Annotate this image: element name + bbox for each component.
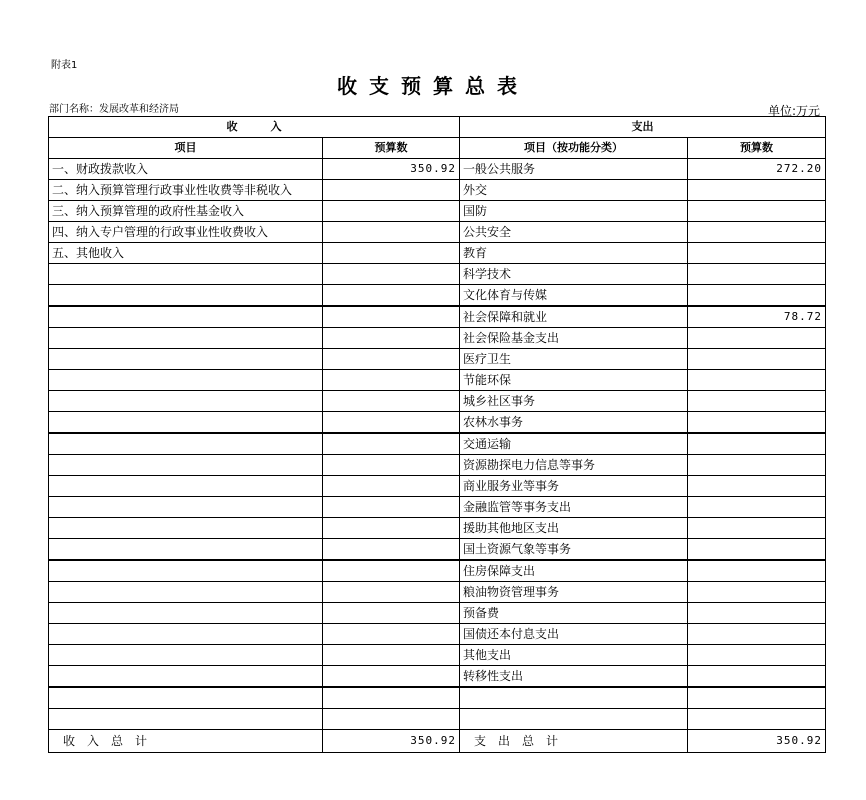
expenditure-item-cell: 社会保障和就业 [460, 306, 688, 328]
income-value-cell [323, 370, 460, 391]
table-row [49, 560, 826, 582]
table-row [49, 243, 826, 264]
expenditure-item-cell: 交通运输 [460, 433, 688, 455]
income-value-cell [323, 645, 460, 666]
table-row [49, 222, 826, 243]
income-value-cell [323, 624, 460, 645]
expenditure-value-cell [688, 370, 826, 391]
table-row [49, 582, 826, 603]
expenditure-item-cell: 资源勘探电力信息等事务 [460, 455, 688, 476]
income-total-value: 350.92 [323, 730, 460, 753]
header-row-columns [49, 138, 826, 159]
income-value-cell [323, 476, 460, 497]
expenditure-value-cell [688, 687, 826, 709]
income-item-cell: 一、财政拨款收入 [49, 159, 323, 180]
expenditure-section-header: 支出 [460, 117, 826, 138]
expenditure-item-cell: 国土资源气象等事务 [460, 539, 688, 561]
table-row [49, 349, 826, 370]
expenditure-value-cell [688, 624, 826, 645]
unit-label: 单位:万元 [768, 104, 821, 118]
expenditure-value-cell [688, 264, 826, 285]
table-row [49, 687, 826, 709]
expenditure-item-header: 项目（按功能分类） [460, 138, 688, 159]
income-value-cell [323, 518, 460, 539]
table-row [49, 285, 826, 307]
table-row [49, 370, 826, 391]
expenditure-value-cell [688, 582, 826, 603]
table-row [49, 455, 826, 476]
income-value-cell [323, 497, 460, 518]
income-item-cell: 五、其他收入 [49, 243, 323, 264]
income-budget-header: 预算数 [323, 138, 460, 159]
income-item-cell [49, 285, 323, 307]
expenditure-item-cell: 住房保障支出 [460, 560, 688, 582]
table-row [49, 264, 826, 285]
expenditure-value-cell [688, 180, 826, 201]
expenditure-value-cell [688, 497, 826, 518]
table-row [49, 306, 826, 328]
income-value-cell [323, 603, 460, 624]
table-row [49, 201, 826, 222]
table-row [49, 328, 826, 349]
expenditure-item-cell: 社会保险基金支出 [460, 328, 688, 349]
income-value-cell [323, 666, 460, 688]
income-item-cell [49, 328, 323, 349]
income-item-cell [49, 624, 323, 645]
expenditure-value-cell [688, 560, 826, 582]
table-row [49, 412, 826, 434]
expenditure-value-cell [688, 709, 826, 730]
expenditure-item-cell: 预备费 [460, 603, 688, 624]
expenditure-item-cell: 外交 [460, 180, 688, 201]
income-item-cell [49, 497, 323, 518]
income-item-cell [49, 412, 323, 434]
income-value-cell [323, 582, 460, 603]
expenditure-total-label: 支出总计 [460, 730, 688, 753]
expenditure-value-cell [688, 539, 826, 561]
expenditure-value-cell [688, 201, 826, 222]
income-value-cell [323, 687, 460, 709]
expenditure-total-value: 350.92 [688, 730, 826, 753]
income-value-cell [323, 391, 460, 412]
income-value-cell [323, 306, 460, 328]
income-item-cell [49, 306, 323, 328]
expenditure-item-cell: 医疗卫生 [460, 349, 688, 370]
totals-row [49, 730, 826, 753]
expenditure-item-cell: 国防 [460, 201, 688, 222]
income-value-cell [323, 222, 460, 243]
table-row [49, 645, 826, 666]
income-item-cell [49, 645, 323, 666]
expenditure-value-cell [688, 645, 826, 666]
income-value-cell [323, 412, 460, 434]
table-row [49, 391, 826, 412]
expenditure-item-cell: 援助其他地区支出 [460, 518, 688, 539]
expenditure-value-cell [688, 603, 826, 624]
expenditure-value-cell: 78.72 [688, 306, 826, 328]
income-value-cell [323, 455, 460, 476]
expenditure-item-cell: 公共安全 [460, 222, 688, 243]
expenditure-item-cell [460, 709, 688, 730]
income-value-cell [323, 709, 460, 730]
income-item-cell [49, 560, 323, 582]
income-value-cell [323, 349, 460, 370]
table-row [49, 433, 826, 455]
income-value-cell [323, 539, 460, 561]
expenditure-item-cell: 节能环保 [460, 370, 688, 391]
income-total-label: 收入总计 [49, 730, 323, 753]
income-item-cell: 二、纳入预算管理行政事业性收费等非税收入 [49, 180, 323, 201]
income-item-header: 项目 [49, 138, 323, 159]
expenditure-item-cell: 商业服务业等事务 [460, 476, 688, 497]
expenditure-value-cell [688, 455, 826, 476]
expenditure-value-cell [688, 433, 826, 455]
table-row [49, 539, 826, 561]
expenditure-value-cell [688, 391, 826, 412]
income-value-cell [323, 560, 460, 582]
expenditure-budget-header: 预算数 [688, 138, 826, 159]
expenditure-value-cell [688, 285, 826, 307]
expenditure-item-cell: 一般公共服务 [460, 159, 688, 180]
table-row [49, 518, 826, 539]
income-item-cell [49, 687, 323, 709]
expenditure-value-cell: 272.20 [688, 159, 826, 180]
income-value-cell [323, 243, 460, 264]
income-value-cell [323, 180, 460, 201]
expenditure-item-cell [460, 687, 688, 709]
income-value-cell: 350.92 [323, 159, 460, 180]
expenditure-value-cell [688, 476, 826, 497]
income-value-cell [323, 433, 460, 455]
table-row [49, 159, 826, 180]
income-item-cell [49, 264, 323, 285]
income-item-cell [49, 666, 323, 688]
expenditure-value-cell [688, 243, 826, 264]
income-item-cell: 四、纳入专户管理的行政事业性收费收入 [49, 222, 323, 243]
income-item-cell [49, 518, 323, 539]
expenditure-item-cell: 金融监管等事务支出 [460, 497, 688, 518]
income-item-cell: 三、纳入预算管理的政府性基金收入 [49, 201, 323, 222]
table-row [49, 180, 826, 201]
table-row [49, 603, 826, 624]
expenditure-item-cell: 国债还本付息支出 [460, 624, 688, 645]
expenditure-item-cell: 转移性支出 [460, 666, 688, 688]
expenditure-item-cell: 城乡社区事务 [460, 391, 688, 412]
income-item-cell [49, 455, 323, 476]
table-row [49, 666, 826, 688]
income-item-cell [49, 391, 323, 412]
income-value-cell [323, 201, 460, 222]
budget-summary-table [48, 116, 826, 753]
expenditure-value-cell [688, 666, 826, 688]
expenditure-item-cell: 文化体育与传媒 [460, 285, 688, 307]
expenditure-value-cell [688, 222, 826, 243]
income-value-cell [323, 328, 460, 349]
expenditure-value-cell [688, 412, 826, 434]
expenditure-value-cell [688, 328, 826, 349]
income-item-cell [49, 370, 323, 391]
income-item-cell [49, 476, 323, 497]
income-item-cell [49, 603, 323, 624]
income-item-cell [49, 433, 323, 455]
table-row [49, 476, 826, 497]
department-name: 部门名称：发展改革和经济局 [49, 104, 179, 115]
expenditure-item-cell: 教育 [460, 243, 688, 264]
expenditure-item-cell: 其他支出 [460, 645, 688, 666]
income-value-cell [323, 264, 460, 285]
page-title: 收支预算总表 [337, 74, 529, 98]
income-item-cell [49, 349, 323, 370]
income-item-cell [49, 582, 323, 603]
table-row [49, 497, 826, 518]
expenditure-item-cell: 农林水事务 [460, 412, 688, 434]
income-item-cell [49, 539, 323, 561]
expenditure-value-cell [688, 518, 826, 539]
expenditure-item-cell: 科学技术 [460, 264, 688, 285]
table-row [49, 624, 826, 645]
header-row-sections [49, 117, 826, 138]
expenditure-value-cell [688, 349, 826, 370]
income-item-cell [49, 709, 323, 730]
attachment-label: 附表1 [51, 60, 78, 71]
expenditure-item-cell: 粮油物资管理事务 [460, 582, 688, 603]
income-section-header: 收 入 [49, 117, 460, 138]
income-value-cell [323, 285, 460, 307]
table-row [49, 709, 826, 730]
